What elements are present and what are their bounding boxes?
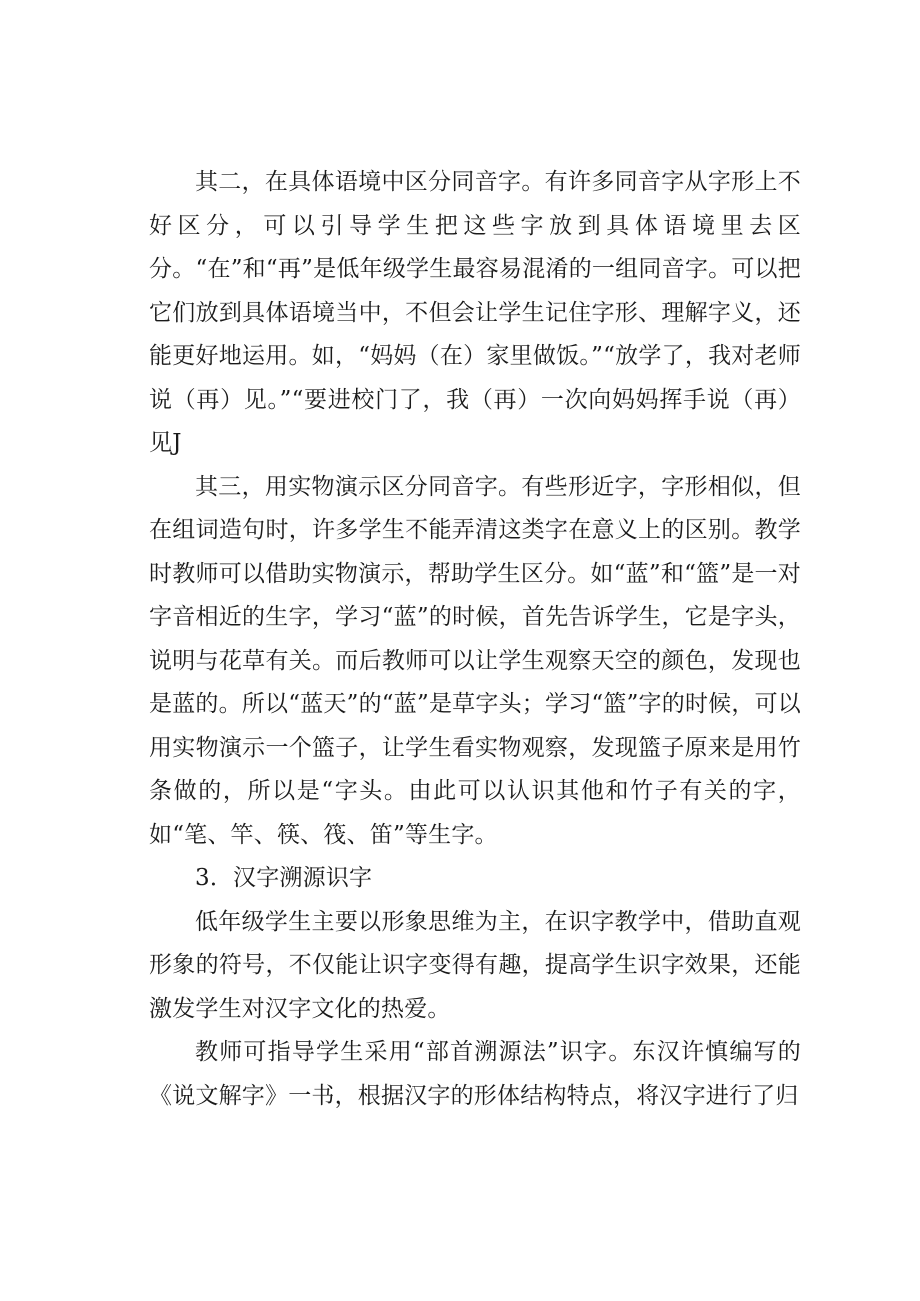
- paragraph-visual-thinking: 低年级学生主要以形象思维为主，在识字教学中，借助直观形象的符号，不仅能让识字变得有趣，提高学生识字效果，还能激发学生对汉字文化的热爱。: [149, 908, 801, 1022]
- document-body: [149, 161, 801, 1118]
- paragraph-homophones-context: 其二，在具体语境中区分同音字。有许多同音字从字形上不好区分，可以引导学生把这些字放到具体语境里去区分。“在”和“再”是低年级学生最容易混淆的一组同音字。可以把它们放到具体语境当中，不但会让学生记住字形、理解字义，还能更好地运用。如，“妈妈（在）家里做饭。”“放学了，我对老师说（再）见。”“要进校门了，我（再）一次向妈妈挥手说（再）见J: [149, 169, 801, 456]
- paragraph-radical-method: 教师可指导学生采用“部首溯源法”识字。东汉许慎编写的《说文解字》一书，根据汉字的形体结构特点，将汉字进行了归: [149, 1039, 801, 1109]
- paragraph-homophones-objects: 其三，用实物演示区分同音字。有些形近字，字形相似，但在组词造句时，许多学生不能弄清这类字在意义上的区别。教学时教师可以借助实物演示，帮助学生区分。如“蓝”和“篮”是一对字音相近的生字，学习“蓝”的时候，首先告诉学生，它是字头，说明与花草有关。而后教师可以让学生观察天空的颜色，发现也是蓝的。所以“蓝天”的“蓝”是草字头；学习“篮”字的时候，可以用实物演示一个篮子，让学生看实物观察，发现篮子原来是用竹条做的，所以是“字头。由此可以认识其他和竹子有关的字，如“笔、竿、筷、筏、笛”等生字。: [149, 473, 801, 848]
- section-heading-etymology: 3．汉字溯源识字: [195, 865, 373, 891]
